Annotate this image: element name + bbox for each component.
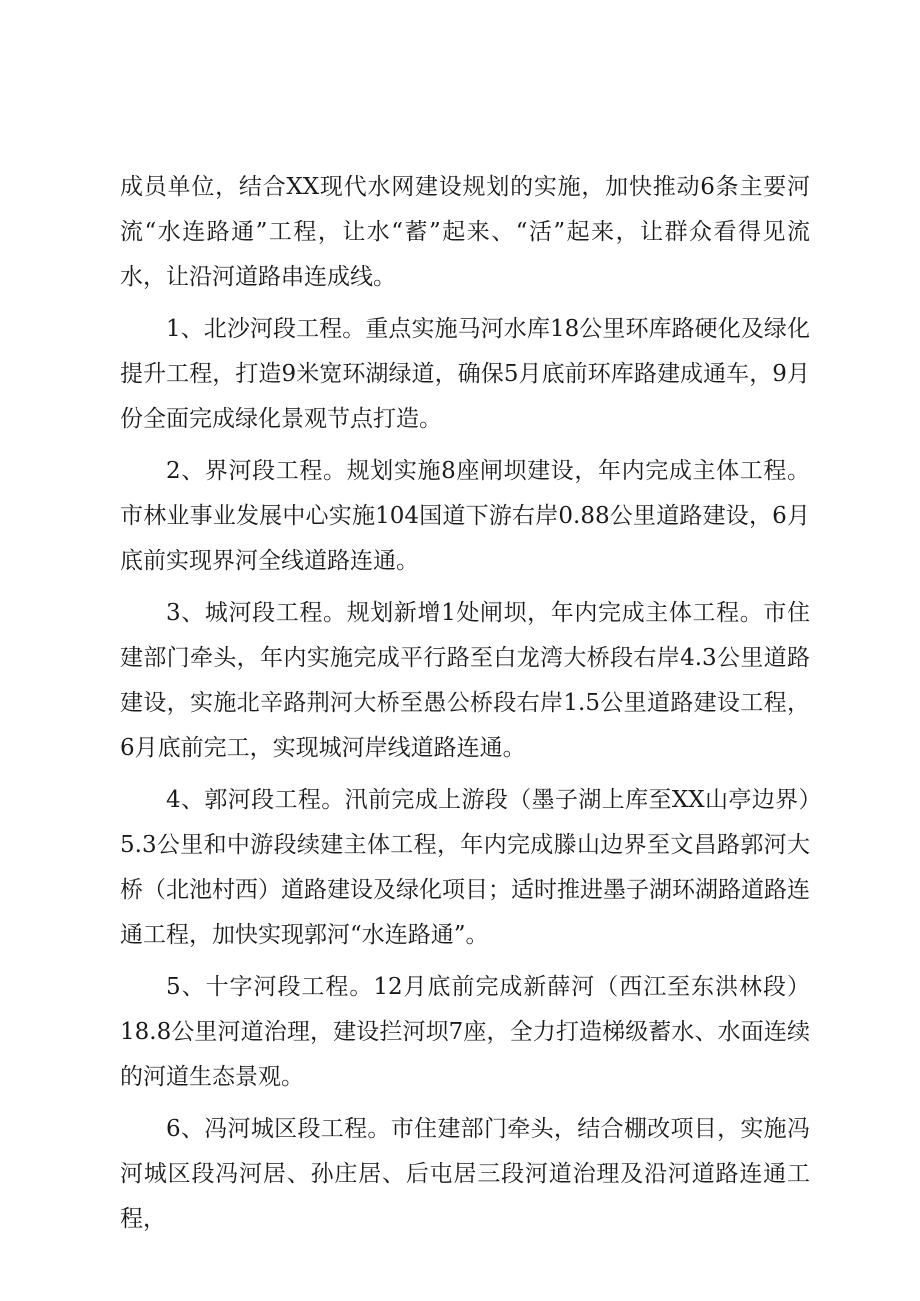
paragraph-item-6-feng-river: 6、冯河城区段工程。市住建部门牵头，结合棚改项目，实施冯河城区段冯河居、孙庄居、后屯居三段河道治理及沿河道路连通工程， <box>120 1116 810 1232</box>
paragraph-item-5-shizi-river: 5、十字河段工程。12月底前完成新薛河（西江至东洪林段）18.8公里河道治理，建设拦河坝7座，全力打造梯级蓄水、水面连续的河道生态景观。 <box>120 974 810 1090</box>
paragraph-item-3-cheng-river: 3、城河段工程。规划新增1处闸坝，年内完成主体工程。市住建部门牵头，年内实施完成平行路至白龙湾大桥段右岸4.3公里道路建设，实施北辛路荆河大桥至愚公桥段右岸1.5公里道路建设工程，6月底前完工，实现城河岸线道路连通。 <box>120 600 810 761</box>
paragraph-item-4-guo-river: 4、郭河段工程。汛前完成上游段（墨子湖上库至XX山亭边界）5.3公里和中游段续建主体工程，年内完成滕山边界至文昌路郭河大桥（北池村西）道路建设及绿化项目；适时推进墨子湖环湖路道路连通工程，加快实现郭河“水连路通”。 <box>120 787 810 948</box>
paragraph-item-1-beisha-river: 1、北沙河段工程。重点实施马河水库18公里环库路硬化及绿化提升工程，打造9米宽环湖绿道，确保5月底前环库路建成通车，9月份全面完成绿化景观节点打造。 <box>120 316 810 432</box>
paragraph-intro: 成员单位，结合XX现代水网建设规划的实施，加快推动6条主要河流“水连路通”工程，让水“蓄”起来、“活”起来，让群众看得见流水，让沿河道路串连成线。 <box>120 174 810 290</box>
paragraph-item-2-jie-river: 2、界河段工程。规划实施8座闸坝建设，年内完成主体工程。市林业事业发展中心实施104国道下游右岸0.88公里道路建设，6月底前实现界河全线道路连通。 <box>120 458 810 574</box>
document-body <box>120 165 810 1249</box>
